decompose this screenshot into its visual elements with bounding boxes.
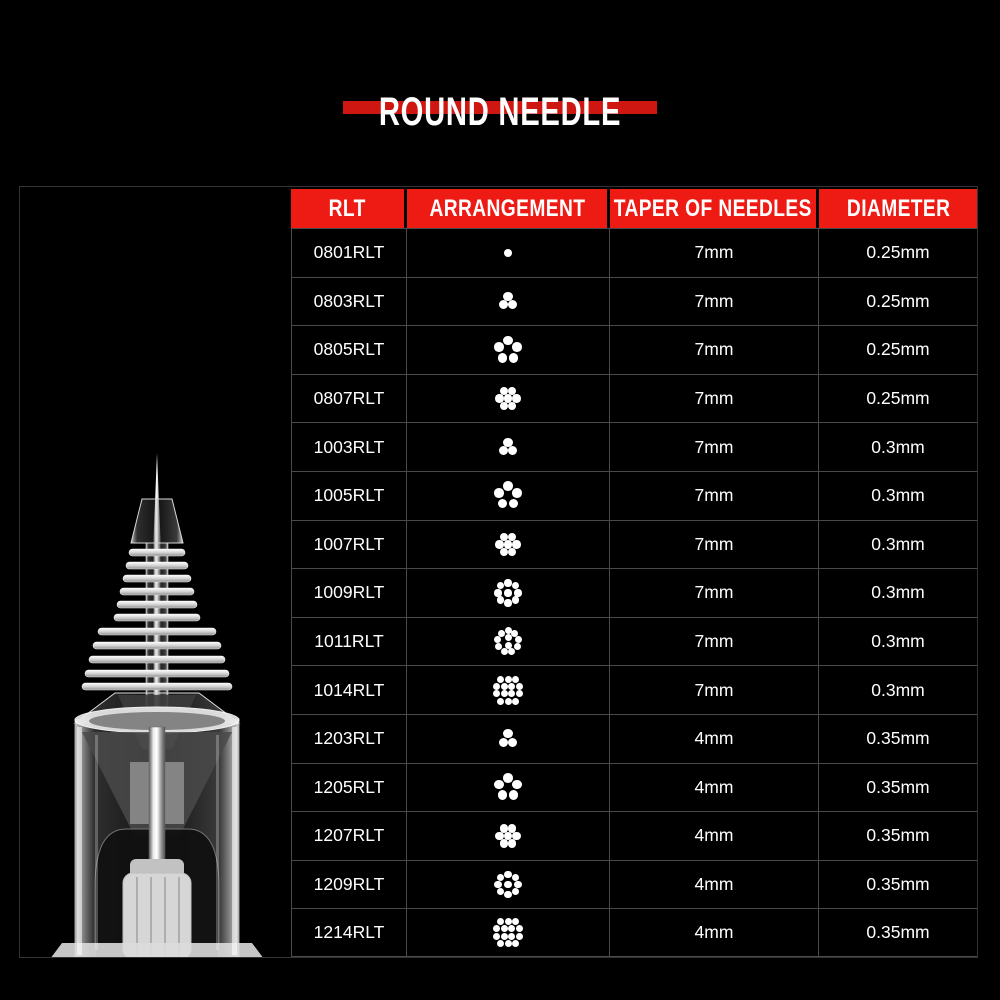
needle-arrangement-icon [485,570,531,616]
needle-dot [494,636,501,643]
arrangement-cell [407,617,610,666]
diameter-cell: 0.3mm [819,471,978,520]
needle-dot [503,481,513,491]
needle-dot [504,579,511,586]
column-header-rlt [291,189,407,228]
needle-dot [508,933,515,940]
needle-dot [494,342,504,352]
needle-dot [505,940,512,947]
taper-cell: 4mm [610,714,819,763]
needle-dot [504,881,511,888]
needle-dot [501,683,508,690]
needle-dot [516,933,523,940]
diameter-cell: 0.35mm [819,908,978,957]
diameter-cell: 0.3mm [819,568,978,617]
needle-dot [512,780,522,790]
rlt-cell: 1007RLT [291,520,407,569]
spec-row [291,714,978,763]
rlt-cell: 1005RLT [291,471,407,520]
needle-dot [501,648,508,655]
needle-dot [500,548,508,556]
needle-dot [498,353,508,363]
needle-dot [508,300,517,309]
needle-dot [514,643,521,650]
arrangement-cell [407,228,610,277]
needle-dot [497,940,504,947]
needle-dot [494,488,504,498]
needle-dot [509,790,519,800]
needle-dot [512,888,519,895]
arrangement-cell [407,277,610,326]
arrangement-cell [407,763,610,812]
needle-arrangement-icon [485,473,531,519]
column-header-label: TAPER OF NEEDLES [613,194,813,222]
needle-dot [512,676,519,683]
needle-dot [508,925,515,932]
rlt-cell: 1207RLT [291,811,407,860]
needle-dot [512,540,520,548]
arrangement-cell [407,568,610,617]
arrangement-cell [407,714,610,763]
diameter-cell: 0.3mm [819,665,978,714]
arrangement-cell [407,520,610,569]
arrangement-cell [407,325,610,374]
needle-dot [508,648,515,655]
needle-dot [504,891,511,898]
diameter-cell: 0.25mm [819,277,978,326]
rlt-cell: 1214RLT [291,908,407,957]
diameter-cell: 0.35mm [819,714,978,763]
rlt-cell: 1209RLT [291,860,407,909]
needle-dot [514,881,521,888]
rlt-cell: 1009RLT [291,568,407,617]
needle-dot [494,780,504,790]
taper-cell: 7mm [610,277,819,326]
spec-row [291,908,978,957]
arrangement-cell [407,422,610,471]
needle-dot [501,690,508,697]
taper-cell: 4mm [610,763,819,812]
needle-arrangement-icon [485,667,531,713]
needle-dot [497,918,504,925]
needle-dot [512,698,519,705]
needle-dot [512,342,522,352]
rlt-cell: 1203RLT [291,714,407,763]
needle-dot [493,683,500,690]
rlt-cell: 0801RLT [291,228,407,277]
needle-arrangement-icon [485,521,531,567]
needle-dot [512,596,519,603]
spec-row [291,617,978,666]
spec-row [291,228,978,277]
spec-row [291,520,978,569]
taper-cell: 7mm [610,228,819,277]
needle-dot [498,790,508,800]
needle-dot [494,881,501,888]
needle-dot [504,589,511,596]
needle-dot [494,589,501,596]
needle-dot [505,918,512,925]
rlt-cell: 0807RLT [291,374,407,423]
needle-dot [503,336,513,346]
needle-dot [515,636,522,643]
needle-dot [508,446,517,455]
product-panel [19,186,978,958]
needle-dot [512,918,519,925]
taper-cell: 4mm [610,811,819,860]
needle-arrangement-icon [485,376,531,422]
rlt-cell: 1003RLT [291,422,407,471]
taper-cell: 7mm [610,422,819,471]
diameter-cell: 0.3mm [819,422,978,471]
rlt-cell: 1205RLT [291,763,407,812]
spec-row [291,811,978,860]
needle-arrangement-icon [485,813,531,859]
needle-dot [504,599,511,606]
taper-cell: 7mm [610,471,819,520]
needle-dot [508,548,516,556]
needle-dot [509,499,519,509]
diameter-cell: 0.35mm [819,763,978,812]
needle-dot [497,676,504,683]
needle-dot [508,690,515,697]
needle-dot [497,874,504,881]
diameter-cell: 0.25mm [819,325,978,374]
taper-cell: 7mm [610,374,819,423]
diameter-cell: 0.35mm [819,860,978,909]
needle-dot [500,839,508,847]
needle-dot [505,676,512,683]
needle-dot [509,353,519,363]
needle-dot [505,698,512,705]
taper-cell: 7mm [610,520,819,569]
rlt-cell: 1011RLT [291,617,407,666]
needle-dot [505,634,512,641]
page-title: ROUND NEEDLE [378,89,622,134]
needle-cartridge-figure [20,187,291,958]
needle-dot [501,933,508,940]
rlt-cell: 0803RLT [291,277,407,326]
needle-arrangement-icon [485,619,531,665]
needle-dot [499,738,508,747]
needle-arrangement-icon [485,230,531,276]
needle-dot [508,683,515,690]
spec-row [291,860,978,909]
needle-arrangement-icon [485,278,531,324]
arrangement-cell [407,908,610,957]
needle-dot [514,589,521,596]
needle-dot [503,729,512,738]
column-header-arrangement [407,189,610,228]
diameter-cell: 0.3mm [819,617,978,666]
needle-dot [504,249,512,257]
arrangement-cell [407,665,610,714]
needle-dot [501,925,508,932]
needle-dot [493,690,500,697]
arrangement-cell [407,811,610,860]
spec-table-header [291,189,978,228]
column-header-diameter [819,189,978,228]
diameter-cell: 0.3mm [819,520,978,569]
needle-dot [516,690,523,697]
needle-dot [508,839,516,847]
taper-cell: 7mm [610,665,819,714]
needle-cartridge-icon [20,187,291,958]
needle-dot [512,488,522,498]
taper-cell: 4mm [610,908,819,957]
needle-dot [498,630,505,637]
diameter-cell: 0.25mm [819,228,978,277]
column-header-taper-of-needles [610,189,819,228]
spec-row [291,568,978,617]
needle-dot [503,773,513,783]
needle-dot [504,871,511,878]
rlt-cell: 1014RLT [291,665,407,714]
taper-cell: 4mm [610,860,819,909]
diameter-cell: 0.35mm [819,811,978,860]
needle-dot [516,683,523,690]
spec-row [291,471,978,520]
needle-arrangement-icon [485,327,531,373]
needle-dot [498,499,508,509]
needle-arrangement-icon [485,424,531,470]
spec-row [291,325,978,374]
needle-arrangement-icon [485,862,531,908]
needle-arrangement-icon [485,716,531,762]
spec-table-body [291,228,978,957]
diameter-cell: 0.25mm [819,374,978,423]
spec-row [291,422,978,471]
needle-dot [493,933,500,940]
column-header-label: ARRANGEMENT [429,194,585,222]
needle-dot [516,925,523,932]
arrangement-cell [407,374,610,423]
needle-arrangement-icon [485,910,531,956]
needle-dot [497,582,504,589]
arrangement-cell [407,471,610,520]
needle-dot [497,698,504,705]
column-header-label: RLT [328,194,367,222]
needle-dot [493,925,500,932]
taper-cell: 7mm [610,568,819,617]
rlt-cell: 0805RLT [291,325,407,374]
needle-dot [500,402,508,410]
needle-dot [508,402,516,410]
needle-dot [499,300,508,309]
taper-cell: 7mm [610,325,819,374]
spec-table [291,189,978,957]
needle-arrangement-icon [485,764,531,810]
arrangement-cell [407,860,610,909]
spec-row [291,763,978,812]
needle-dot [499,446,508,455]
spec-row [291,665,978,714]
column-header-label: DIAMETER [846,194,951,222]
spec-row [291,374,978,423]
needle-dot [512,940,519,947]
spec-row [291,277,978,326]
page-header [0,65,1000,159]
needle-dot [508,738,517,747]
taper-cell: 7mm [610,617,819,666]
